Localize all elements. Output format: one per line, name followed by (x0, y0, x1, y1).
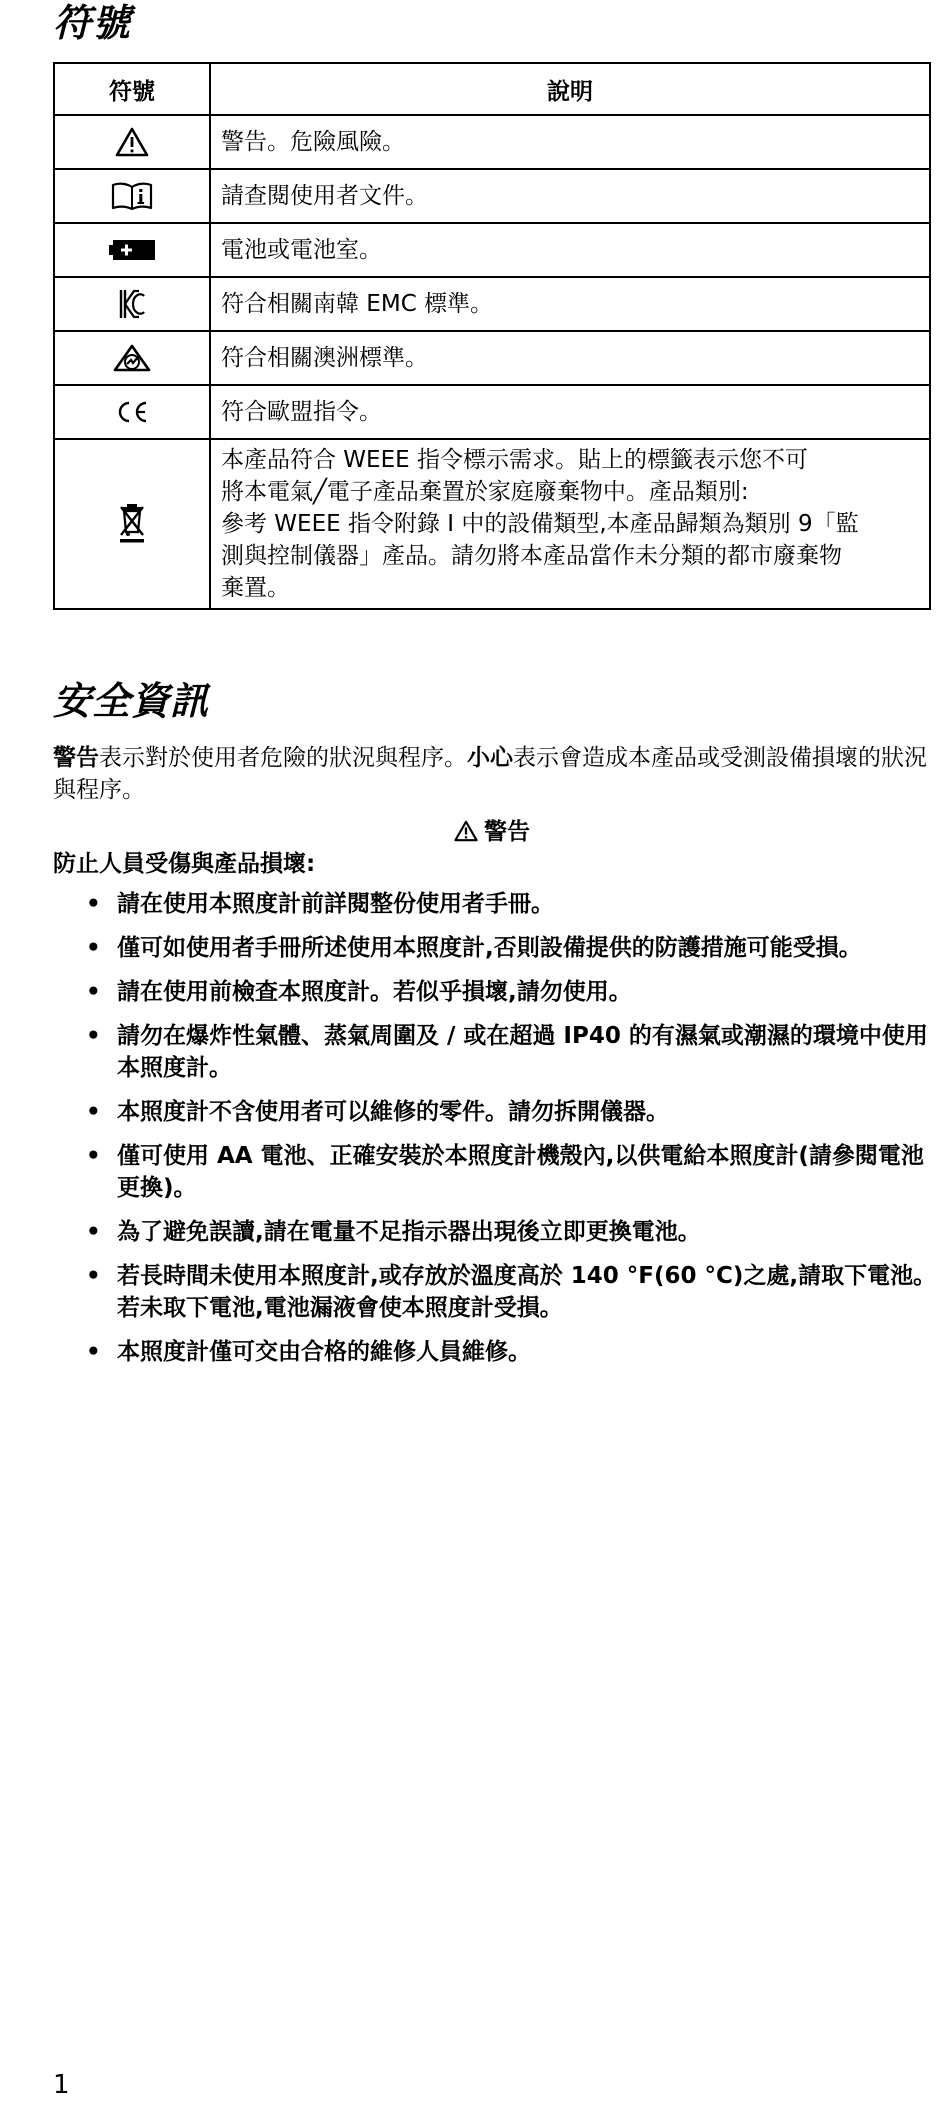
warning-triangle-icon (115, 127, 149, 157)
weee-bin-icon (118, 502, 146, 546)
table-row (54, 115, 930, 169)
symbol-column-header: 符號 (54, 63, 210, 115)
protect-heading: 防止人員受傷與產品損壞: (53, 851, 316, 877)
bullet: • (86, 979, 101, 1005)
list-item-text: 請在使用前檢查本照度計。若似乎損壞,請勿使用。 (117, 979, 632, 1005)
list-item-text: 請勿在爆炸性氣體、蒸氣周圍及 / 或在超過 IP40 的有濕氣或潮濕的環境中使用本照度計。 (117, 1023, 928, 1081)
weee-description-line: 測與控制儀器」產品。請勿將本產品當作未分類的都市廢棄物 (221, 543, 842, 569)
symbol-description: 請查閱使用者文件。 (210, 169, 930, 223)
bullet: • (86, 1099, 101, 1125)
page-number: 1 (53, 2070, 70, 2100)
warning-list (53, 888, 943, 1380)
symbol-description: 電池或電池室。 (210, 223, 930, 277)
list-item-text: 本照度計僅可交由合格的維修人員維修。 (117, 1339, 531, 1365)
ce-mark-icon (115, 400, 149, 424)
table-row (54, 223, 930, 277)
warning-triangle-icon (454, 820, 478, 842)
list-item (53, 1336, 943, 1368)
symbol-description (210, 439, 930, 609)
warning-heading (53, 816, 931, 848)
kc-mark-icon (117, 287, 147, 321)
list-item-text: 若長時間未使用本照度計,或存放於溫度高於 140 °F(60 °C)之處,請取下電池。若未取下電池,電池漏液會使本照度計受損。 (117, 1263, 937, 1321)
intro-text-1: 表示對於使用者危險的狀況與程序。 (99, 745, 467, 771)
table-row (54, 439, 930, 609)
list-item (53, 1260, 943, 1324)
weee-description-line: 參考 WEEE 指令附錄 I 中的設備類型,本產品歸類為類別 9「監 (221, 511, 859, 537)
list-item (53, 888, 943, 920)
bullet: • (86, 935, 101, 961)
weee-description-line: 棄置。 (221, 575, 290, 601)
list-item (53, 1096, 943, 1128)
symbols-section-title: 符號 (53, 1, 132, 45)
list-item (53, 1020, 943, 1084)
table-header-row (54, 63, 930, 115)
table-row (54, 385, 930, 439)
safety-section-title: 安全資訊 (53, 679, 210, 723)
bullet: • (86, 1263, 101, 1289)
list-item (53, 932, 943, 964)
weee-description-line: 將本電氣╱電子產品棄置於家庭廢棄物中。產品類別: (221, 479, 749, 505)
description-column-header: 說明 (210, 63, 930, 115)
list-item-text: 請在使用本照度計前詳閱整份使用者手冊。 (117, 891, 554, 917)
weee-description-line: 本產品符合 WEEE 指令標示需求。貼上的標籤表示您不可 (221, 447, 808, 473)
symbol-description: 符合歐盟指令。 (210, 385, 930, 439)
list-item (53, 1140, 943, 1204)
consult-documentation-icon (110, 181, 154, 211)
rcm-mark-icon (112, 343, 152, 373)
battery-icon (109, 239, 155, 261)
table-row (54, 331, 930, 385)
symbols-table (53, 62, 931, 610)
bullet: • (86, 1143, 101, 1169)
bullet: • (86, 1219, 101, 1245)
intro-text-2: 表示會造成本產品或受測設備損壞的狀況與程序。 (53, 745, 927, 803)
caution-term: 小心 (467, 745, 513, 771)
symbol-description: 符合相關澳洲標準。 (210, 331, 930, 385)
symbol-description: 符合相關南韓 EMC 標準。 (210, 277, 930, 331)
list-item-text: 僅可使用 AA 電池、正確安裝於本照度計機殼內,以供電給本照度計(請參閱電池更換)。 (117, 1143, 924, 1201)
bullet: • (86, 1023, 101, 1049)
list-item-text: 僅可如使用者手冊所述使用本照度計,否則設備提供的防護措施可能受損。 (117, 935, 862, 961)
warning-heading-label: 警告 (484, 819, 530, 845)
bullet: • (86, 1339, 101, 1365)
table-row (54, 277, 930, 331)
list-item-text: 為了避免誤讀,請在電量不足指示器出現後立即更換電池。 (117, 1219, 701, 1245)
list-item (53, 1216, 943, 1248)
list-item (53, 976, 943, 1008)
warning-term: 警告 (53, 745, 99, 771)
symbol-description: 警告。危險風險。 (210, 115, 930, 169)
safety-intro (53, 742, 933, 806)
bullet: • (86, 891, 101, 917)
table-row (54, 169, 930, 223)
list-item-text: 本照度計不含使用者可以維修的零件。請勿拆開儀器。 (117, 1099, 669, 1125)
